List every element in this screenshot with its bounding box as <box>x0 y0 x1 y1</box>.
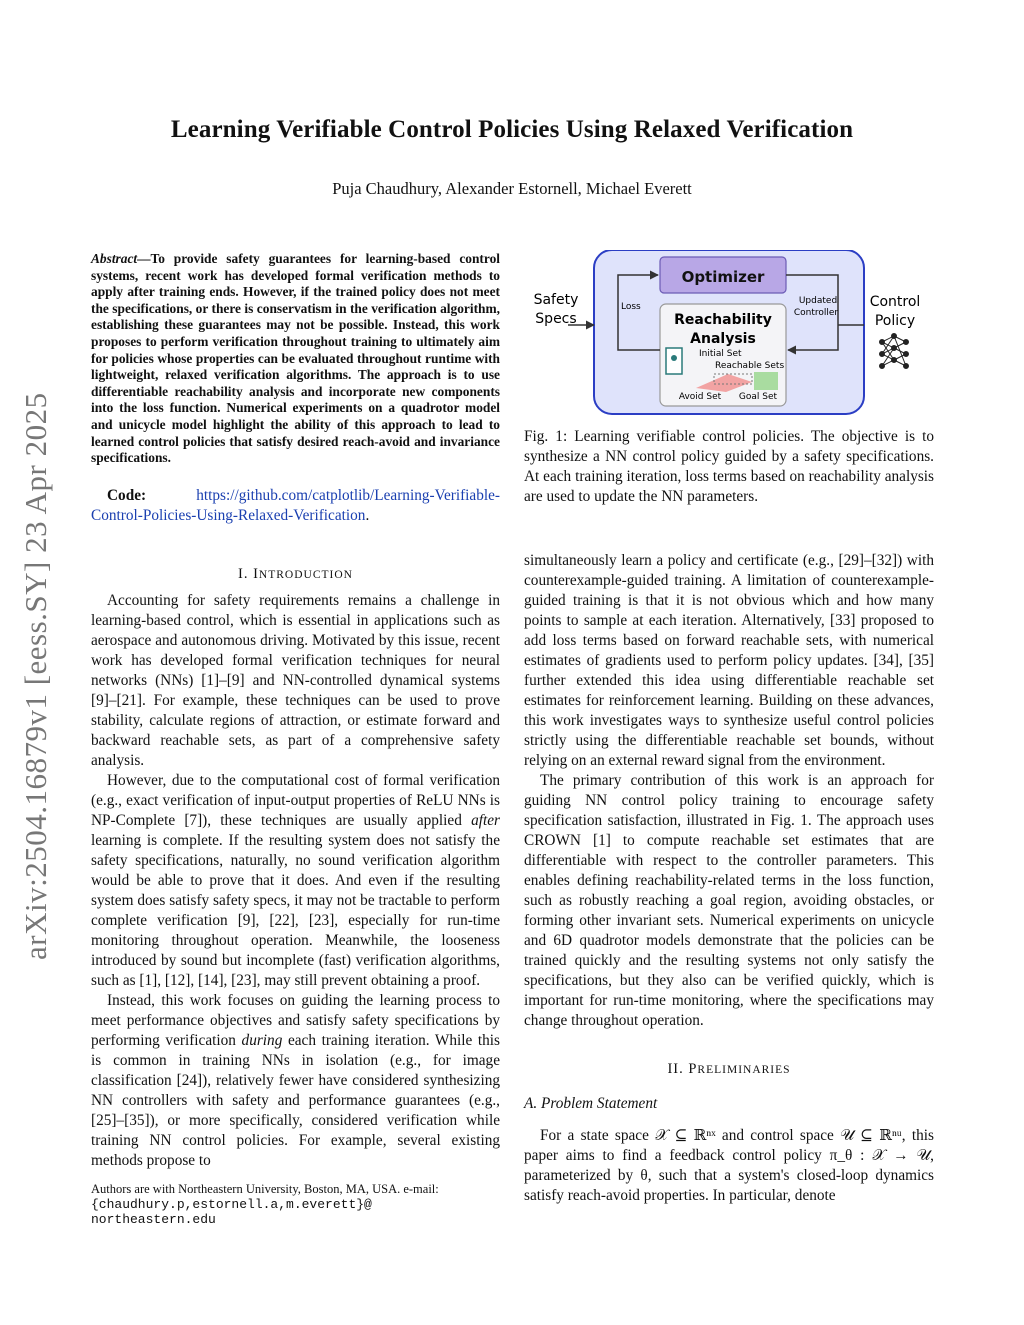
optimizer-label: Optimizer <box>681 268 765 286</box>
goal-set-shape <box>754 372 778 390</box>
footnote-text: Authors are with Northeastern University, Boston, MA, USA. e-mail: <box>91 1182 439 1196</box>
safety-specs-label-2: Specs <box>535 311 577 327</box>
reachable-sets-label: Reachable Sets <box>715 361 785 371</box>
intro-p3-b: each training iteration. While this is common in training NNs in isolation (e.g., for image classification [24]), relatively fewer have considered synthesizing NN controllers with safety and performance guarantees (e.g., [25]–[35]), or more specifically, considered verification while training NN control policies. For example, several existing methods propose to <box>91 1032 500 1169</box>
intro-p3-a: Instead, this work focuses on guiding the learning process to meet performance objectives and satisfy safety specifications by performing verification <box>91 992 500 1049</box>
paper-title: Learning Verifiable Control Policies Using Relaxed Verification <box>170 116 854 143</box>
neural-network-icon <box>880 334 909 369</box>
robot-icon <box>671 355 677 361</box>
intro-heading <box>91 564 500 585</box>
goal-set-label: Goal Set <box>738 392 778 402</box>
figure-1-caption: Fig. 1: Learning verifiable control policies. The objective is to synthesize a NN control policy guided by a safety specifications. At each training iteration, loss terms based on reachability analysis are used to update the NN parameters. <box>524 428 934 505</box>
right-paragraph-1: simultaneously learn a policy and certificate (e.g., [29]–[32]) with counterexample-guided training. A limitation of counterexample-guided training is that it is not obvious which and how many points to sample at each iteration. Alternatively, [33] proposed to add loss terms based on forward reachable sets, with numerical estimates of gradients used to perform policy updates. [34], [35] further extended this idea using differentiable reachable set estimates for reinforcement learning. Building on these advances, this work investigates ways to synthesize useful control policies strictly using the differentiable reachable set bounds, without relying on an external reward signal from the environment. <box>524 552 934 769</box>
reachability-label-2: Analysis <box>690 331 756 347</box>
intro-p2-em: after <box>471 812 500 829</box>
preliminaries-heading-rest: RELIMINARIES <box>697 1064 791 1076</box>
intro-p2-b: learning is complete. If the resulting system does not satisfy the safety specifications, naturally, no sound verification algorithm would be able to prove that it does. And even if the resulting system does satisfy safety specs, it may not be tractable to perform complete verification [9], [22], [23], especially for run-time monitoring throughout operation. Meanwhile, the looseness introduced by sound but incomplete (fast) verification algorithms, such as [1], [12], [14], [23], may still prevent obtaining a proof. <box>91 832 500 989</box>
updated-label-1: Updated <box>798 296 838 306</box>
intro-column <box>91 564 500 1171</box>
code-end: . <box>365 507 370 524</box>
preliminaries-heading <box>524 1059 934 1080</box>
code-label: Code: <box>107 487 147 504</box>
figure-1 <box>528 250 938 420</box>
updated-label-2: Controller <box>793 308 839 318</box>
intro-p2-a: However, due to the computational cost of formal verification (e.g., exact verification of input-output properties of ReLU NNs is NP-Complete [7]), these techniques are usually applied <box>91 772 500 829</box>
problem-statement-heading: A. Problem Statement <box>524 1095 658 1112</box>
footnote <box>91 1182 500 1227</box>
safety-specs-label-1: Safety <box>533 292 579 308</box>
right-paragraph-2: The primary contribution of this work is an approach for guiding NN control policy training to encourage safety specification satisfaction, illustrated in Fig. 1. The approach uses CROWN [1] to compute reachable set estimates that are differentiable with respect to the controller parameters. This enables defining reachability-related terms in the loss function, such as robustly reaching a goal region, avoiding obstacles, or forming other invariant sets. Numerical experiments on unicycle and 6D quadrotor models demonstrate that the policies can be trained quickly and the resulting systems not only satisfy the specifications, but they also can be verified quickly, which is important for run-time monitoring, where the specifications may change throughout operation. <box>524 772 934 1029</box>
intro-paragraph-1: Accounting for safety requirements remains a challenge in learning-based control, which is essential in applications such as aerospace and autonomous driving. Motivated by this issue, recent work has developed formal verification techniques for neural networks (NNs) [1]–[9] and NN-controlled dynamical systems [9]–[21]. For example, these techniques can be used to prove stability, calculate regions of attraction, or estimate forward and backward reachable sets, as part of a comprehensive safety analysis. <box>91 592 500 769</box>
avoid-set-label: Avoid Set <box>678 392 722 402</box>
right-paragraph-3: For a state space 𝒳 ⊆ ℝⁿˣ and control space 𝒰 ⊆ ℝⁿᵘ, this paper aims to find a feedback control policy π_θ : 𝒳 → 𝒰, parameterized by θ, such that a system's closed-loop dynamics satisfy reach-avoid properties. In particular, denote <box>524 1127 934 1204</box>
intro-heading-num: I. I <box>238 566 259 582</box>
reachability-label-1: Reachability <box>674 312 772 328</box>
initial-set-label: Initial Set <box>699 349 742 359</box>
footnote-emails: {chaudhury.p,estornell.a,m.everett}@ northeastern.edu <box>91 1197 372 1227</box>
control-policy-label-2: Policy <box>874 313 916 329</box>
loss-label: Loss <box>621 302 641 312</box>
abstract-text: —To provide safety guarantees for learning-based control systems, recent work has developed formal verification methods to apply after training ends. However, if the trained policy does not meet the specifications, or there is conservatism in the verification algorithm, establishing these guarantees may not be possible. Instead, this work proposes to perform verification throughout training to ultimately aim for policies whose properties can be evaluated throughout runtime with lightweight, relaxed verification algorithms. The approach is to use differentiable reachability analysis and incorporate new components into the loss function. Numerical experiments on a quadrotor model and unicycle model highlight the ability of this approach to lead to learned control policies that satisfy desired reach-avoid and invariance specifications. <box>91 251 500 466</box>
intro-p3-em: during <box>241 1032 283 1049</box>
preliminaries-heading-num: II. P <box>667 1061 698 1077</box>
intro-paragraph-3 <box>91 991 500 1171</box>
abstract-label: Abstract <box>91 251 138 266</box>
arxiv-stamp: arXiv:2504.16879v1 [eess.SY] 23 Apr 2025 <box>18 392 53 960</box>
intro-heading-rest: NTRODUCTION <box>258 569 353 581</box>
abstract <box>91 251 500 467</box>
paper-authors: Puja Chaudhury, Alexander Estornell, Michael Everett <box>332 179 692 198</box>
control-policy-label-1: Control <box>869 294 921 310</box>
code-line <box>91 486 500 526</box>
code-link[interactable]: https://github.com/catplotlib/Learning-Verifiable-Control-Policies-Using-Relaxed-Verification <box>91 487 500 524</box>
right-column <box>524 551 934 1206</box>
intro-paragraph-2 <box>91 771 500 991</box>
